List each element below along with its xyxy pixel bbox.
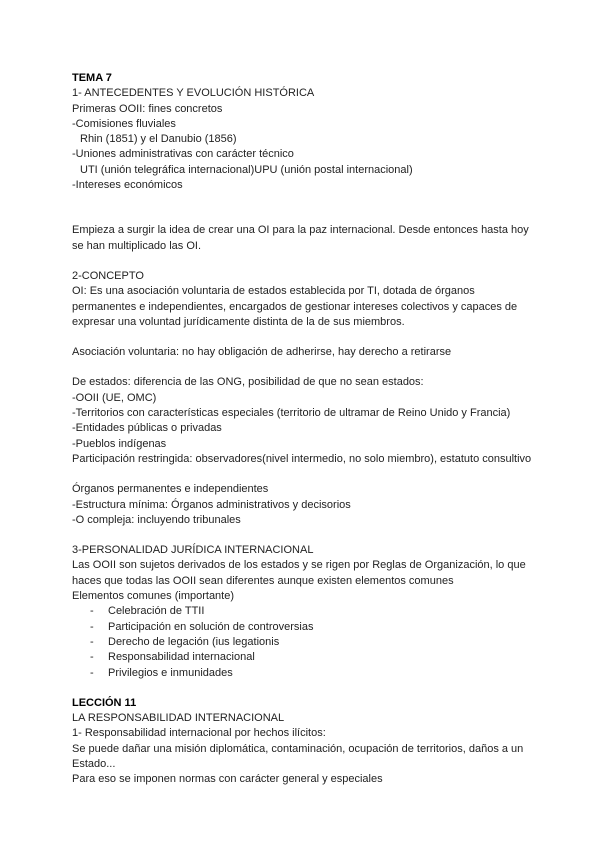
bullet-dash: - <box>90 605 94 618</box>
list-item-text: Derecho de legación (ius legationis <box>108 635 280 648</box>
text-line: -Estructura mínima: Órganos administrativos y decisorios <box>72 498 351 511</box>
paragraph: Las OOII son sujetos derivados de los estados y se rigen por Reglas de Organización, lo que haces que todas las OOII sean diferentes aunque existen elementos comunes <box>72 559 526 587</box>
lesson-title: LA RESPONSABILIDAD INTERNACIONAL <box>72 712 285 725</box>
section-3-title: 3-PERSONALIDAD JURÍDICA INTERNACIONAL <box>72 544 314 557</box>
list-item <box>72 604 542 619</box>
list-item-text: Responsabilidad internacional <box>108 651 255 664</box>
spacer <box>72 360 542 375</box>
spacer <box>72 467 542 482</box>
spacer <box>72 681 542 696</box>
text-line: 1- Responsabilidad internacional por hechos ilícitos: <box>72 727 326 740</box>
bullet-list <box>72 604 542 680</box>
paragraph: Se puede dañar una misión diplomática, contaminación, ocupación de territorios, daños a un Estado... <box>72 742 524 770</box>
text-line: UTI (unión telegráfica internacional)UPU (unión postal internacional) <box>80 163 413 176</box>
text-line: De estados: diferencia de las ONG, posibilidad de que no sean estados: <box>72 376 424 389</box>
text-line: -Uniones administrativas con carácter técnico <box>72 148 294 161</box>
list-item-text: Privilegios e inmunidades <box>108 666 233 679</box>
text-line: Primeras OOII: fines concretos <box>72 102 223 115</box>
text-line: Órganos permanentes e independientes <box>72 483 269 496</box>
list-item <box>72 620 542 635</box>
list-item <box>72 650 542 665</box>
text-line: -OOII (UE, OMC) <box>72 391 157 404</box>
paragraph: Participación restringida: observadores(nivel intermedio, no solo miembro), estatuto consultivo <box>72 452 532 465</box>
paragraph: OI: Es una asociación voluntaria de estados establecida por TI, dotada de órganos permanentes e independientes, encargados de gestionar intereses colectivos y capaces de expresar una voluntad jurídicamente distinta de la de sus miembros. <box>72 285 518 328</box>
text-line: Rhin (1851) y el Danubio (1856) <box>80 133 237 146</box>
bullet-dash: - <box>90 635 94 648</box>
list-item <box>72 666 542 681</box>
text-line: -Territorios con características especiales (territorio de ultramar de Reino Unido y Francia) <box>72 407 511 420</box>
spacer <box>72 330 542 345</box>
bullet-dash: - <box>90 666 94 679</box>
document-body <box>72 71 542 788</box>
list-item-text: Participación en solución de controversias <box>108 620 314 633</box>
text-line: -Intereses económicos <box>72 179 183 192</box>
bullet-dash: - <box>90 620 94 633</box>
text-line: -O compleja: incluyendo tribunales <box>72 513 241 526</box>
bullet-dash: - <box>90 651 94 664</box>
leccion-heading: LECCIÓN 11 <box>72 696 137 709</box>
spacer <box>72 193 542 223</box>
text-line: Asociación voluntaria: no hay obligación de adherirse, hay derecho a retirarse <box>72 346 452 359</box>
text-line: -Comisiones fluviales <box>72 117 176 130</box>
text-line: -Entidades públicas o privadas <box>72 422 222 435</box>
text-line: -Pueblos indígenas <box>72 437 167 450</box>
spacer <box>72 254 542 269</box>
text-line: Elementos comunes (importante) <box>72 590 235 603</box>
tema-heading: TEMA 7 <box>72 72 112 84</box>
section-1-title: 1- ANTECEDENTES Y EVOLUCIÓN HISTÓRICA <box>72 87 315 100</box>
text-line: Para eso se imponen normas con carácter general y especiales <box>72 773 383 786</box>
section-2-title: 2-CONCEPTO <box>72 269 144 282</box>
spacer <box>72 528 542 543</box>
list-item <box>72 635 542 650</box>
list-item-text: Celebración de TTII <box>108 605 205 618</box>
paragraph: Empieza a surgir la idea de crear una OI para la paz internacional. Desde entonces hasta hoy se han multiplicado las OI. <box>72 224 529 252</box>
